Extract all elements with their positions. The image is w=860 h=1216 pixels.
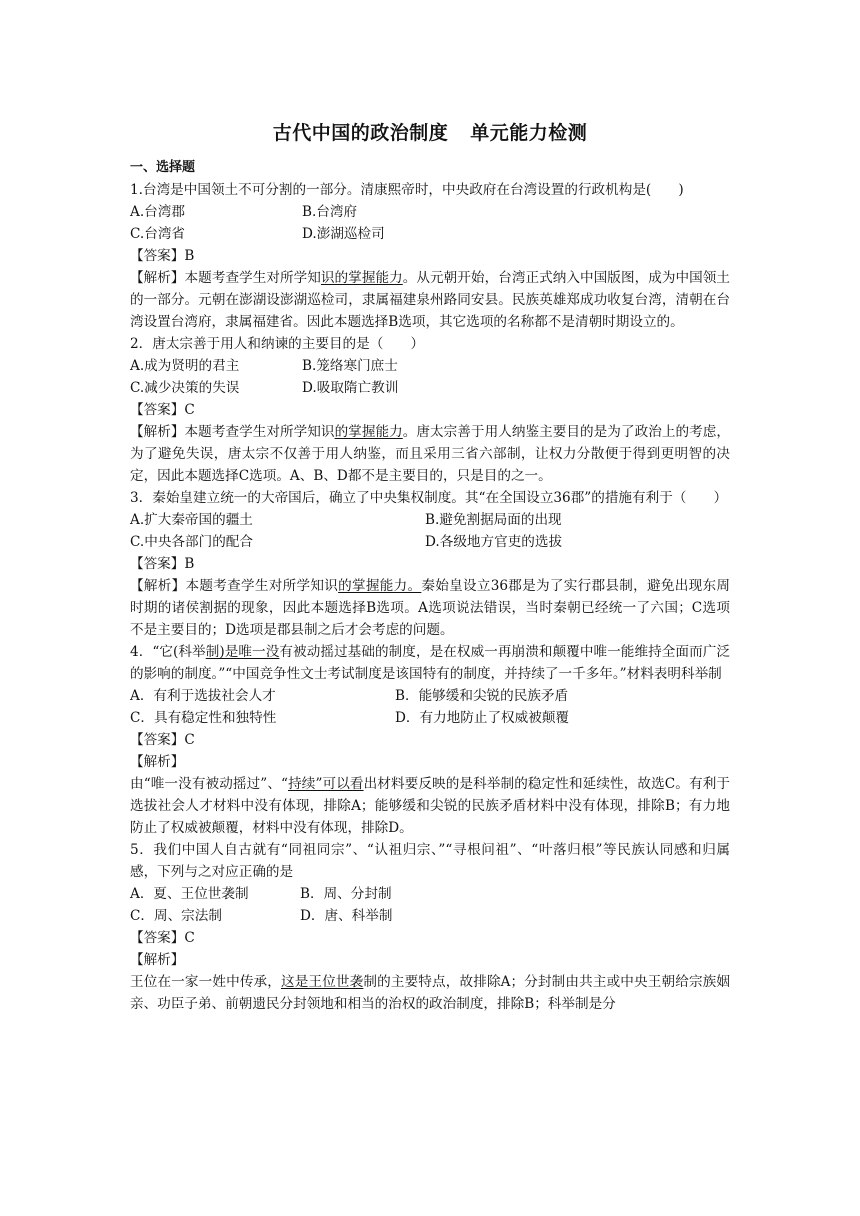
option-b: B．能够缓和尖锐的民族矛盾 bbox=[395, 688, 569, 704]
explanation-text: 【解析】本题考查学生对所学知识 bbox=[130, 578, 339, 594]
question-5-options-row-2 bbox=[130, 905, 730, 927]
option-a: A.扩大秦帝国的疆土 bbox=[130, 512, 253, 528]
question-5-answer: 【答案】C bbox=[130, 930, 195, 946]
explanation-text: 【解析】本题考查学生对所学知识 bbox=[130, 424, 335, 440]
explanation-text: 。唐太宗善于用人纳鉴主要目的是为了政治上的考虑，为了避免失误，唐太宗不仅善于用人纳鉴，而且采用三省六部制，让权力分散便于得到更明智的决定，因此本题选择C选项。A、B、D都不是主要目的，只是目的之一。 bbox=[130, 424, 731, 484]
option-d: D.各级地方官吏的选拔 bbox=[425, 534, 563, 550]
question-3-options-row-2 bbox=[130, 531, 730, 553]
question-5-options-row-1 bbox=[130, 883, 730, 905]
question-4-stem bbox=[130, 641, 730, 685]
question-5-explanation-label: 【解析】 bbox=[130, 952, 185, 968]
question-1-options-row-1 bbox=[130, 201, 730, 223]
option-b: B.台湾府 bbox=[302, 204, 358, 220]
title-sub: 单元能力检测 bbox=[470, 122, 588, 144]
option-c: C.减少决策的失误 bbox=[130, 380, 240, 396]
question-1-answer: 【答案】B bbox=[130, 248, 195, 264]
explanation-text: 由“唯一没有被动摇过”、“ bbox=[130, 776, 288, 792]
explanation-underlined: 的掌握能力。 bbox=[338, 578, 422, 594]
stem-text: 4．“它(科举 bbox=[130, 644, 206, 660]
explanation-text: 王位在一家一姓中传承， bbox=[130, 974, 282, 990]
explanation-text: 。从元朝开始，台湾正式纳入中国版图，成为中国领土的一部分。元朝在澎湖设澎湖巡检司，隶属福建泉州路同安县。民族英雄郑成功收复台湾，清朝在台湾设置台湾府，隶属福建省。因此本题选择B选项，其它选项的名称都不是清朝时期设立的。 bbox=[130, 270, 731, 330]
option-d: D．有力地防止了权威被颠覆 bbox=[395, 710, 570, 726]
option-b: B.避免割据局面的出现 bbox=[425, 512, 562, 528]
explanation-text: 出材料要反映的是科举制的稳定性和延续性，故选C。有利于选拔社会人才材料中没有体现，排除A；能够缓和尖锐的民族矛盾材料中没有体现，排除B；有力地防止了权威被颠覆，材料中没有体现，排除D。 bbox=[130, 776, 730, 836]
option-c: C．具有稳定性和独特性 bbox=[130, 710, 277, 726]
question-2-options-row-1 bbox=[130, 355, 730, 377]
question-4-explanation-label: 【解析】 bbox=[130, 754, 185, 770]
option-a: A．有利于选拔社会人才 bbox=[130, 688, 276, 704]
question-3-options-row-1 bbox=[130, 509, 730, 531]
question-5-stem: 5．我们中国人自古就有“同祖同宗”、“认祖归宗、”“寻根问祖”、“叶落归根”等民族认同感和归属感，下列与之对应正确的是 bbox=[130, 842, 730, 880]
question-3-answer: 【答案】B bbox=[130, 556, 195, 572]
question-1-stem: 1.台湾是中国领土不可分割的一部分。清康熙帝时，中央政府在台湾设置的行政机构是( ) bbox=[130, 182, 684, 198]
question-2-stem: 2．唐太宗善于用人和纳谏的主要目的是（ ） bbox=[130, 336, 425, 352]
title-main: 古代中国的政治制度 bbox=[272, 122, 449, 144]
explanation-text: 制的主要特点，故排除A；分封制由共主或中央王朝给宗族姻亲、功臣子弟、前朝遗民分封领地和相当的治权的政治制度，排除B；科举制是分 bbox=[130, 974, 731, 1012]
page-title bbox=[130, 118, 730, 145]
explanation-underlined: 识的掌握能力 bbox=[320, 270, 403, 286]
document-body bbox=[130, 118, 730, 1015]
option-d: D.澎湖巡检司 bbox=[302, 226, 385, 242]
option-d: D.吸取隋亡教训 bbox=[302, 380, 399, 396]
explanation-text: 秦始皇设立36郡是为了实行郡县制，避免出现东周时期的诸侯割据的现象，因此本题选择B选项。A选项说法错误，当时秦朝已经统一了六国；C选项不是主要目的；D选项是郡县制之后才会考虑的问题。 bbox=[130, 578, 731, 638]
explanation-underlined: 的掌握能力 bbox=[334, 424, 403, 440]
option-b: B.笼络寒门庶士 bbox=[302, 358, 398, 374]
option-c: C．周、宗法制 bbox=[130, 908, 222, 924]
section-heading: 一、选择题 bbox=[130, 160, 196, 175]
question-4-options-row-1 bbox=[130, 685, 730, 707]
option-a: A.台湾郡 bbox=[130, 204, 185, 220]
question-4-explanation bbox=[130, 773, 730, 839]
question-2-answer: 【答案】C bbox=[130, 402, 195, 418]
question-2-explanation bbox=[130, 421, 730, 487]
explanation-underlined: 持续”可以看 bbox=[287, 776, 364, 792]
question-1-explanation bbox=[130, 267, 730, 333]
option-a: A.成为贤明的君主 bbox=[130, 358, 240, 374]
option-c: C.台湾省 bbox=[130, 226, 186, 242]
option-b: B．周、分封制 bbox=[300, 886, 392, 902]
question-3-explanation bbox=[130, 575, 730, 641]
question-3-stem: 3．秦始皇建立统一的大帝国后，确立了中央集权制度。其“在全国设立36郡”的措施有利于（ ） bbox=[130, 490, 728, 506]
option-a: A．夏、王位世袭制 bbox=[130, 886, 249, 902]
option-c: C.中央各部门的配合 bbox=[130, 534, 253, 550]
explanation-text: 【解析】本题考查学生对所学知 bbox=[130, 270, 321, 286]
option-d: D．唐、科举制 bbox=[300, 908, 393, 924]
stem-text: 有被动摇过基础的制度，是在权威一再崩溃和颠覆中唯一能维持全面而广泛的影响的制度。”“中国竞争性文士考试制度是该国特有的制度，并持续了一千多年。”材料表明科举制 bbox=[130, 644, 730, 682]
question-4-options-row-2 bbox=[130, 707, 730, 729]
question-2-options-row-2 bbox=[130, 377, 730, 399]
question-4-answer: 【答案】C bbox=[130, 732, 195, 748]
question-5-explanation bbox=[130, 971, 730, 1015]
stem-underlined: 制)是唯一没 bbox=[205, 644, 280, 660]
explanation-underlined: 这是王位世袭 bbox=[281, 974, 364, 990]
question-1-options-row-2 bbox=[130, 223, 730, 245]
